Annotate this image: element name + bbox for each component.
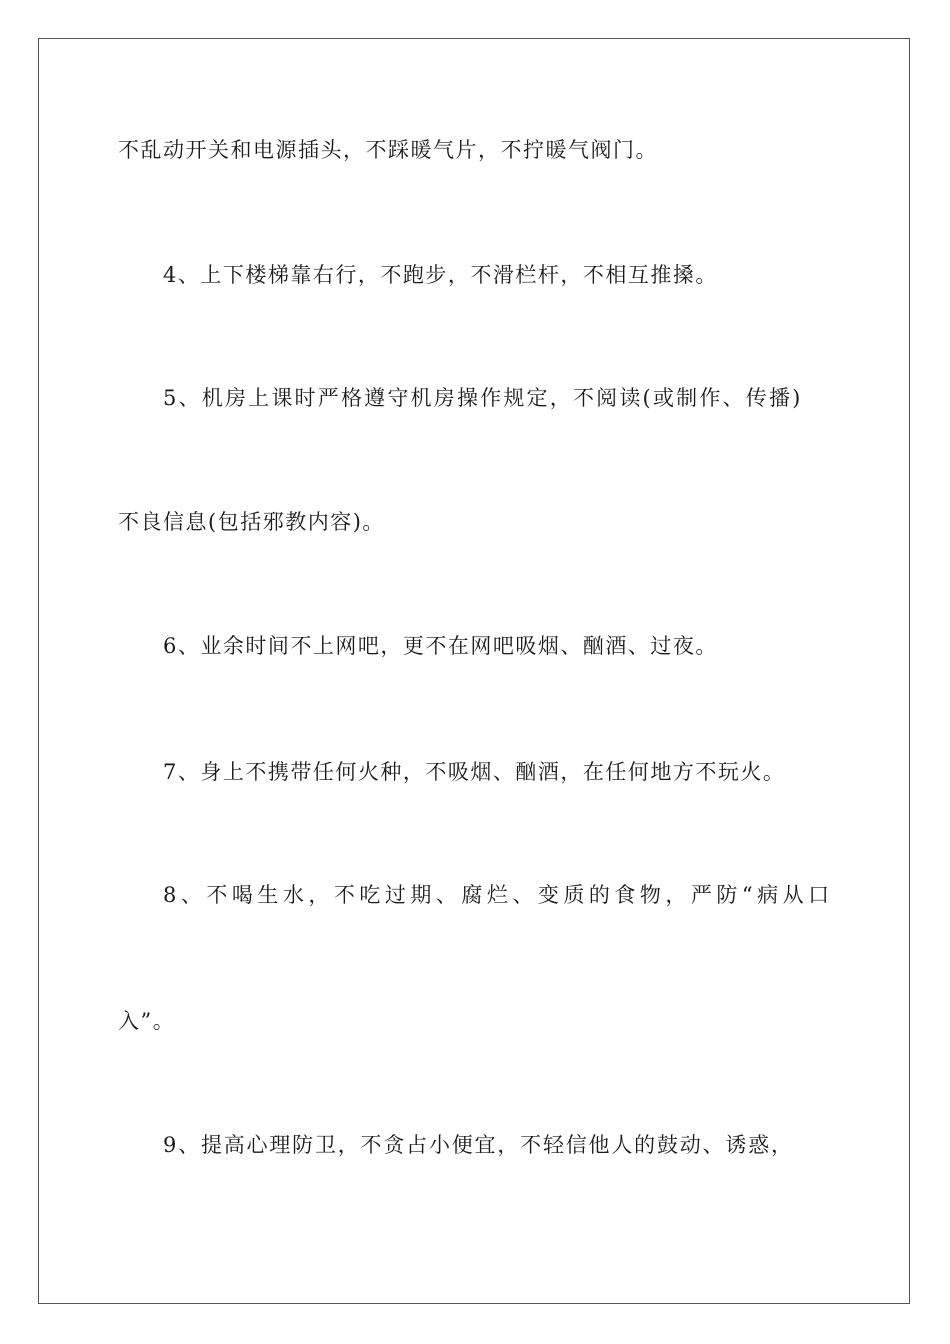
rule-item-6: 6、业余时间不上网吧，更不在网吧吸烟、酗酒、过夜。: [163, 634, 718, 658]
page-frame: [38, 38, 910, 1304]
rule-item-7: 7、身上不携带任何火种，不吸烟、酗酒，在任何地方不玩火。: [163, 760, 786, 784]
rule-item-9: 9、提高心理防卫，不贪占小便宜，不轻信他人的鼓动、诱惑，: [163, 1133, 794, 1157]
rule-item-5-continuation: 不良信息(包括邪教内容)。: [118, 510, 385, 534]
paragraph-line-continuation: 不乱动开关和电源插头，不踩暖气片，不拧暖气阀门。: [118, 138, 658, 162]
rule-item-5: 5、机房上课时严格遵守机房操作规定，不阅读(或制作、传播): [163, 386, 803, 410]
rule-item-4: 4、上下楼梯靠右行，不跑步，不滑栏杆，不相互推搡。: [163, 263, 718, 287]
rule-item-8-continuation: 入”。: [118, 1009, 176, 1033]
rule-item-8: 8、不喝生水，不吃过期、腐烂、变质的食物，严防“病从口: [163, 883, 834, 907]
